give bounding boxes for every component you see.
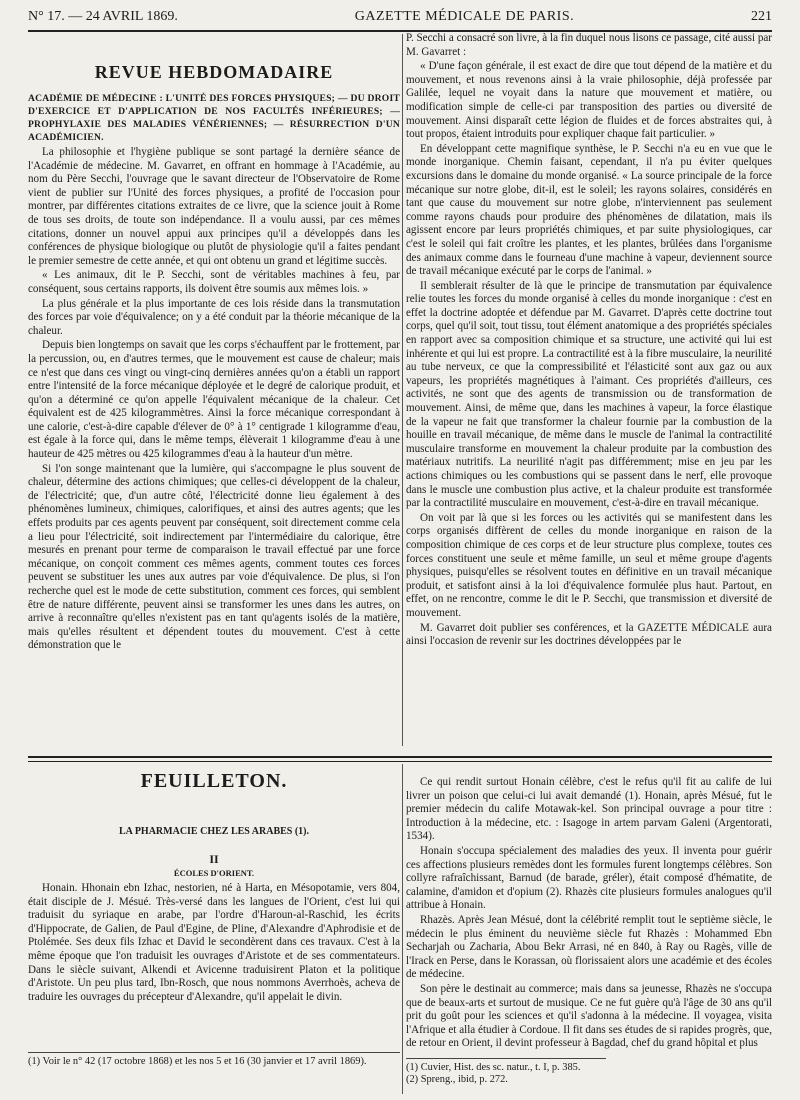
feuilleton-column-divider <box>402 764 403 1094</box>
page-header <box>28 4 772 32</box>
footnotes-left <box>28 1052 400 1068</box>
footnote: (2) Spreng., ibid, p. 272. <box>406 1074 508 1086</box>
revue-paragraph: Il semblerait résulter de là que le principe de transmutation par équivalence relie toutes les forces du monde organisé à celles du monde inorganique : c'est en effet la doctrine adoptée et défendue par M. Gavarret. D'après cette doctrine tout corps, quel qu'il soit, tout tissu, tout élément anatomique a des propriétés spéciales en rapport avec sa composition chimique et sa structure, une activité qui lui est inhérente et qui lui est propre. La contractilité est à la fibre musculaire, la neurilité au tube nerveux, ce que la compressibilité et l'élasticité sont aux gaz ou aux vapeurs, les propriétés magnétiques à l'aimant. Ces propriétés d'ailleurs, ces activités, ne sont que des agents de transmission ou de transformation de mouvement. Ainsi, de même que, dans les machines à vapeur, la force élastique de la vapeur ne fait que transformer la chaleur fournie par la combustion de la houille en travail mécanique, de même dans le muscle de l'animal la contractilité musculaire transforme en mouvement la chaleur produite par la combustion des matériaux nutritifs. La neurilité n'agit pas différemment; mise en jeu par les actions chimiques ou les combustions qui se passent dans le nerf, elle provoque dans le muscle une combustion plus active, et la chaleur produite est transformée par la contractilité musculaire en mouvement, c'est-à-dire en travail mécanique. <box>406 279 772 510</box>
revue-right-column <box>406 32 772 748</box>
feuilleton-title: FEUILLETON. <box>140 770 288 792</box>
footnotes-right <box>406 1058 606 1087</box>
revue-paragraph: En développant cette magnifique synthèse, le P. Secchi n'a eu en vue que le monde inorganique. Chemin faisant, cependant, il n'a pu éviter quelques excursions dans le domaine du monde organisé. « La source principale de la force mécanique sur notre globe, dit-il, est le soleil; les rayons solaires, considérés en tant que cause du mouvement sur notre globe, n'interviennent pas seulement comme rayons chauds pour produire des phénomènes de dilatation, mais ils agissent encore par leurs propriétés chimiques, et par suite physiologiques, car c'est le soleil qui fait croître les plantes, et les plantes, brûlées dans l'organisme des animaux comme dans le fourneau d'une machine à vapeur, deviennent source de travail mécanique exécuté par le corps de l'animal. » <box>406 142 772 278</box>
page-number: 221 <box>750 9 772 24</box>
feuilleton-section-title: ÉCOLES D'ORIENT. <box>173 868 255 878</box>
revue-paragraph: Depuis bien longtemps on savait que les corps s'échauffent par le frottement, par la percussion, ou, en d'autres termes, que le mouvement est cause de chaleur; mais ce n'est que dans ces vingt ou vingt-cinq dernières années qu'on a établi un rapport entre l'intensité de la force mécanique déployée et le degré de calorique produit, et qu'on a déterminé ce qu'on appelle l'équivalent mécanique de la chaleur. Cet équivalent est de 425 kilogrammètres. Ainsi la force mécanique correspondant à une calorie, c'est-à-dire capable d'élever de 0° à 1° centigrade 1 kilogramme d'eau, est égale à la force qui, dans le même temps, élèverait 1 kilogramme d'eau à une hauteur de 425 mètres ou 425 kilogrammes d'eau à la hauteur d'un mètre. <box>28 339 400 461</box>
revue-title: REVUE HEBDOMADAIRE <box>94 62 334 82</box>
revue-summary: ACADÉMIE DE MÉDECINE : L'UNITÉ DES FORCES PHYSIQUES; — DU DROIT D'EXERCICE ET D'APPLICATION DE NOS FACULTÉS INFÉRIEURES; — PROPHYLAXIE DES MALADIES VÉNÉRIENNES; — RÉSURRECTION D'UN ACADÉMICIEN. <box>28 93 400 143</box>
revue-paragraph: On voit par là que si les forces ou les activités qui se manifestent dans les corps organisés diffèrent de celles du monde inorganique en raison de la composition chimique de ces corps et de leur structure plus complexe, toutes ces forces constituent une seule et même famille, un seul et même groupe d'agents physiques, puisqu'elles se résolvent toutes en définitive en un travail mécanique produit, et satisfont ainsi à la loi d'équivalence formulée plus haut. Partout, en effet, on ne rencontre, comme le dit le P. Secchi, que transmission et diversité de mouvement. <box>406 511 772 619</box>
feuilleton-left-column <box>28 882 400 1038</box>
feuilleton-paragraph: Son père le destinait au commerce; mais dans sa jeunesse, Rhazès ne s'occupa que de beaux-arts et surtout de musique. Ce ne fut guère qu'à l'âge de 30 ans qu'il prit du goût pour les sciences et qu'il s'adonna à la médecine. Il voyagea, visita l'Afrique et alla étudier à Cordoue. Il fit dans ses études de si rapides progrès, que, de retour en Orient, il devint professeur à Bagdad, chef du grand hôpital et plus <box>406 982 772 1050</box>
feuilleton-paragraph: Rhazès. Après Jean Mésué, dont la célébrité remplit tout le septième siècle, le médecin le plus éminent du neuvième siècle fut Rhazès : Mohammed Ebn Secharjah ou Zacharia, Abou Bekr Arrasi, né en 840, à Ray ou Ragès, ville de l'Irack en Perse, dans le Korassan, où florissaient alors une académie et des écoles de médecine. <box>406 913 772 981</box>
footnote: (1) Voir le n° 42 (17 octobre 1868) et les nos 5 et 16 (30 janvier et 17 avril 1869). <box>28 1056 367 1067</box>
revue-left-column <box>28 62 400 750</box>
revue-paragraph: « D'une façon générale, il est exact de dire que tout dépend de la matière et du mouvement, et nous revenons ainsi à la vraie philosophie, déjà professée par Galilée, lequel ne voyait dans la nature que mouvement et matière, ou modification simple de celle-ci par transposition des parties ou diversité de mouvement. Ainsi disparaît cette légion de fluides et de forces abstraites qui, à tout propos, étaient introduits pour expliquer chaque fait particulier. » <box>406 60 772 141</box>
feuilleton-section-number: II <box>209 852 219 866</box>
revue-paragraph: La philosophie et l'hygiène publique se sont partagé la dernière séance de l'Académie de médecine. M. Gavarret, en offrant en hommage à l'Académie, au nom du Père Secchi, l'ouvrage que le savant directeur de l'Observatoire de Rome vient de publier sur l'Unité des forces physiques, a profité de l'occasion pour montrer, par différentes citations extraites de ce livre, que la science jouit à Rome de tous ses droits, de toute son indépendance. Il a voulu aussi, par ces mêmes citations, donner un nouvel appui aux principes qu'il a développés dans les conférences de physique biologique ou plutôt de physiologie qu'il a faites pendant le premier semestre de cette année, et qui ont obtenu un grand et légitime succès. <box>28 146 400 267</box>
issue-label: N° 17. — 24 AVRIL 1869. <box>28 9 178 24</box>
revue-paragraph: Si l'on songe maintenant que la lumière, qui s'accompagne le plus souvent de chaleur, détermine des actions chimiques; que celles-ci développent de la chaleur, de l'électricité; que, d'un autre côté, l'électricité donne lieu également à des phénomènes lumineux, chimiques, calorifiques, et ainsi des autres agents; que les effets produits par ces agents peuvent par conséquent, soit directement comme cela a lieu pour l'électricité, soit indirectement par l'intermédiaire du calorique, être mesurés en prenant pour terme de comparaison le travail effectué par une force mécanique, on conçoit comment ces mêmes agents, comment toutes ces forces peuvent se substituer les unes aux autres par voie d'équivalence. De plus, si l'on recherche quel est le mode de cette substitution, comment ces forces, qui semblent être de nature différente, peuvent ainsi se transformer les unes dans les autres, on arrive à reconnaître qu'elles n'existent pas en tant qu'agents isolés de la matière, mais qu'elles résultent et dépendent toutes du mouvement. C'est à cette démonstration que le <box>28 462 400 652</box>
feuilleton-right-column <box>406 776 772 1052</box>
column-divider <box>402 34 403 746</box>
journal-title: GAZETTE MÉDICALE DE PARIS. <box>354 9 575 24</box>
feuilleton-divider <box>28 756 772 762</box>
revue-paragraph: M. Gavarret doit publier ses conférences, et la GAZETTE MÉDICALE aura ainsi l'occasion de revenir sur les doctrines développées par le <box>406 621 772 648</box>
revue-paragraph: La plus générale et la plus importante de ces lois réside dans la transmutation des forces par voie d'équivalence; on y a été conduit par la théorie mécanique de la chaleur. <box>28 297 400 337</box>
revue-paragraph: P. Secchi a consacré son livre, à la fin duquel nous lisons ce passage, cité aussi par M. Gavarret : <box>406 32 772 58</box>
feuilleton-subtitle: LA PHARMACIE CHEZ LES ARABES (1). <box>118 826 310 837</box>
feuilleton-paragraph: Honain. Hhonain ebn Izhac, nestorien, né à Harta, en Mésopotamie, vers 804, était disciple de J. Mésué. Très-versé dans les langues de l'Orient, c'est lui qui traduisit du syriaque en arabe, par l'ordre d'Haroun-al-Raschid, les écrits d'Hippocrate, de Galien, de Paul d'Egine, de Pline, d'Alexandre d'Aphrodisie et de Ptolémée. Ses deux fils Izhac et David le secondèrent dans ces travaux. C'est à la même époque que l'on traduisit les ouvrages d'Aristote et de ses commentateurs. Dans le siècle suivant, Alkendi et Avicenne traduisirent Platon et la politique d'Aristote. Un peu plus tard, Ibn-Rosch, que nous nommons Averrhoès, acheva de traduire les ouvrages du précepteur d'Alexandre, qu'il appelait le divin. <box>28 882 400 1003</box>
footnote: (1) Cuvier, Hist. des sc. natur., t. I, p. 385. <box>406 1062 581 1073</box>
feuilleton-paragraph: Ce qui rendit surtout Honain célèbre, c'est le refus qu'il fit au calife de lui livrer un poison que celui-ci lui avait demandé (1). Honain, après Mésué, fut le premier médecin du calife Motawak-kel. Son principal ouvrage a pour titre : Introduction à la médecine, etc. : Isagoge in artem parvam Galeni (Argentorati, 1534). <box>406 776 772 843</box>
feuilleton-paragraph: Honain s'occupa spécialement des maladies des yeux. Il inventa pour guérir ces affections plusieurs remèdes dont les formules furent longtemps célèbres. Son collyre rafraîchissant, Barnud (de barade, gréler), était composé d'hématite, de calamine, d'amidon et d'opium (2). Rhazès cite plusieurs formules analogues qu'il attribue à Honain. <box>406 844 772 912</box>
revue-paragraph: « Les animaux, dit le P. Secchi, sont de véritables machines à feu, par conséquent, sous certains rapports, ils doivent être soumis aux mêmes lois. » <box>28 269 400 295</box>
